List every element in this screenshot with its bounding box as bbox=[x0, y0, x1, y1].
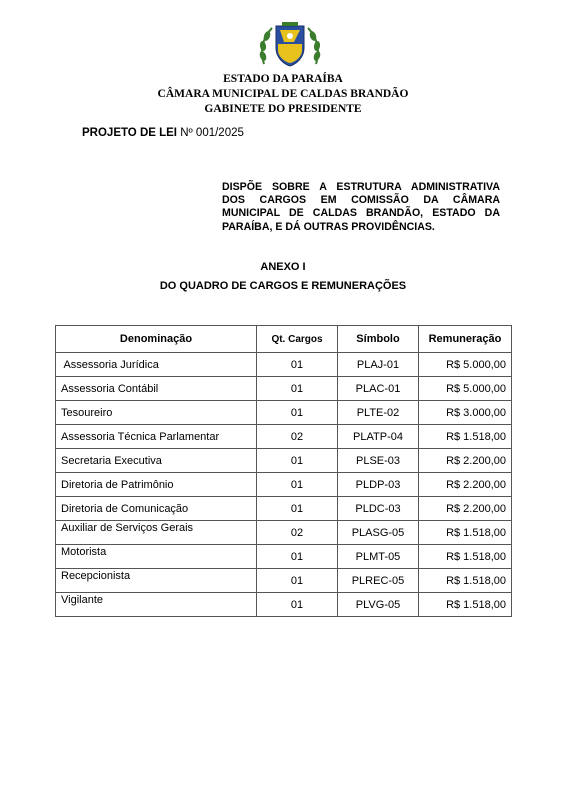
positions-table bbox=[55, 325, 512, 617]
cell-remuneration: R$ 5.000,00 bbox=[419, 353, 512, 377]
summary-line: MUNICIPAL DE CALDAS BRANDÃO, ESTADO DA bbox=[222, 207, 500, 220]
table-row bbox=[56, 545, 512, 569]
cell-remuneration: R$ 1.518,00 bbox=[419, 425, 512, 449]
cell-qt: 01 bbox=[257, 449, 338, 473]
cell-name: Secretaria Executiva bbox=[56, 449, 257, 473]
cell-symbol: PLREC-05 bbox=[338, 569, 419, 593]
cell-remuneration: R$ 5.000,00 bbox=[419, 377, 512, 401]
cell-remuneration: R$ 2.200,00 bbox=[419, 473, 512, 497]
table-row bbox=[56, 401, 512, 425]
header-chamber: CÂMARA MUNICIPAL DE CALDAS BRANDÃO bbox=[157, 88, 409, 100]
annex-subtitle: DO QUADRO DE CARGOS E REMUNERAÇÕES bbox=[159, 280, 407, 292]
cell-name-text: Recepcionista bbox=[61, 569, 131, 582]
annex-title: ANEXO I bbox=[260, 261, 306, 273]
header-qt-cargos: Qt. Cargos bbox=[257, 326, 338, 353]
cell-name: Assessoria Jurídica bbox=[56, 353, 257, 377]
summary-line: PARAÍBA, E DÁ OUTRAS PROVIDÊNCIAS. bbox=[222, 220, 435, 233]
cell-qt: 01 bbox=[257, 497, 338, 521]
summary-line: DOS CARGOS EM COMISSÃO DA CÂMARA bbox=[222, 194, 500, 207]
table-row bbox=[56, 449, 512, 473]
table-row bbox=[56, 353, 512, 377]
cell-name: Tesoureiro bbox=[56, 401, 257, 425]
cell-symbol: PLASG-05 bbox=[338, 521, 419, 545]
cell-remuneration: R$ 2.200,00 bbox=[419, 497, 512, 521]
cell-symbol: PLDP-03 bbox=[338, 473, 419, 497]
cell-remuneration: R$ 1.518,00 bbox=[419, 593, 512, 617]
cell-symbol: PLAJ-01 bbox=[338, 353, 419, 377]
cell-name: Assessoria Contábil bbox=[56, 377, 257, 401]
cell-symbol: PLSE-03 bbox=[338, 449, 419, 473]
cell-symbol: PLTE-02 bbox=[338, 401, 419, 425]
cell-remuneration: R$ 3.000,00 bbox=[419, 401, 512, 425]
cell-name bbox=[56, 569, 257, 593]
cell-name bbox=[56, 521, 257, 545]
cell-symbol: PLMT-05 bbox=[338, 545, 419, 569]
bill-number bbox=[82, 127, 244, 139]
header-simbolo: Símbolo bbox=[338, 326, 419, 353]
table-row bbox=[56, 425, 512, 449]
cell-qt: 01 bbox=[257, 569, 338, 593]
cell-qt: 01 bbox=[257, 593, 338, 617]
cell-name-text: Vigilante bbox=[61, 593, 103, 606]
cell-symbol: PLATP-04 bbox=[338, 425, 419, 449]
cell-name bbox=[56, 545, 257, 569]
table-row bbox=[56, 497, 512, 521]
cell-qt: 01 bbox=[257, 401, 338, 425]
header-denominacao: Denominação bbox=[56, 326, 257, 353]
cell-symbol: PLAC-01 bbox=[338, 377, 419, 401]
table-row bbox=[56, 569, 512, 593]
cell-symbol: PLVG-05 bbox=[338, 593, 419, 617]
cell-name: Diretoria de Patrimônio bbox=[56, 473, 257, 497]
bill-label: PROJETO DE LEI bbox=[82, 127, 178, 139]
table-row bbox=[56, 377, 512, 401]
cell-remuneration: R$ 2.200,00 bbox=[419, 449, 512, 473]
table-header-row bbox=[56, 326, 512, 353]
table-row bbox=[56, 521, 512, 545]
cell-qt: 01 bbox=[257, 377, 338, 401]
table-row bbox=[56, 473, 512, 497]
cell-qt: 01 bbox=[257, 353, 338, 377]
summary-line: DISPÕE SOBRE A ESTRUTURA ADMINISTRATIVA bbox=[222, 181, 500, 193]
cell-name: Diretoria de Comunicação bbox=[56, 497, 257, 521]
cell-name-text: Motorista bbox=[61, 545, 107, 558]
cell-remuneration: R$ 1.518,00 bbox=[419, 545, 512, 569]
cell-qt: 02 bbox=[257, 521, 338, 545]
cell-name: Assessoria Técnica Parlamentar bbox=[56, 425, 257, 449]
cell-remuneration: R$ 1.518,00 bbox=[419, 569, 512, 593]
header-remuneracao: Remuneração bbox=[419, 326, 512, 353]
coat-of-arms-icon bbox=[258, 20, 322, 68]
bill-summary bbox=[222, 181, 500, 234]
header-state: ESTADO DA PARAÍBA bbox=[223, 73, 343, 85]
cell-qt: 02 bbox=[257, 425, 338, 449]
bill-number-value: Nº 001/2025 bbox=[180, 127, 244, 139]
cell-name bbox=[56, 593, 257, 617]
cell-name-text: Auxiliar de Serviços Gerais bbox=[61, 521, 194, 534]
table-row bbox=[56, 593, 512, 617]
cell-remuneration: R$ 1.518,00 bbox=[419, 521, 512, 545]
header-office: GABINETE DO PRESIDENTE bbox=[204, 103, 362, 115]
cell-qt: 01 bbox=[257, 545, 338, 569]
cell-symbol: PLDC-03 bbox=[338, 497, 419, 521]
cell-qt: 01 bbox=[257, 473, 338, 497]
